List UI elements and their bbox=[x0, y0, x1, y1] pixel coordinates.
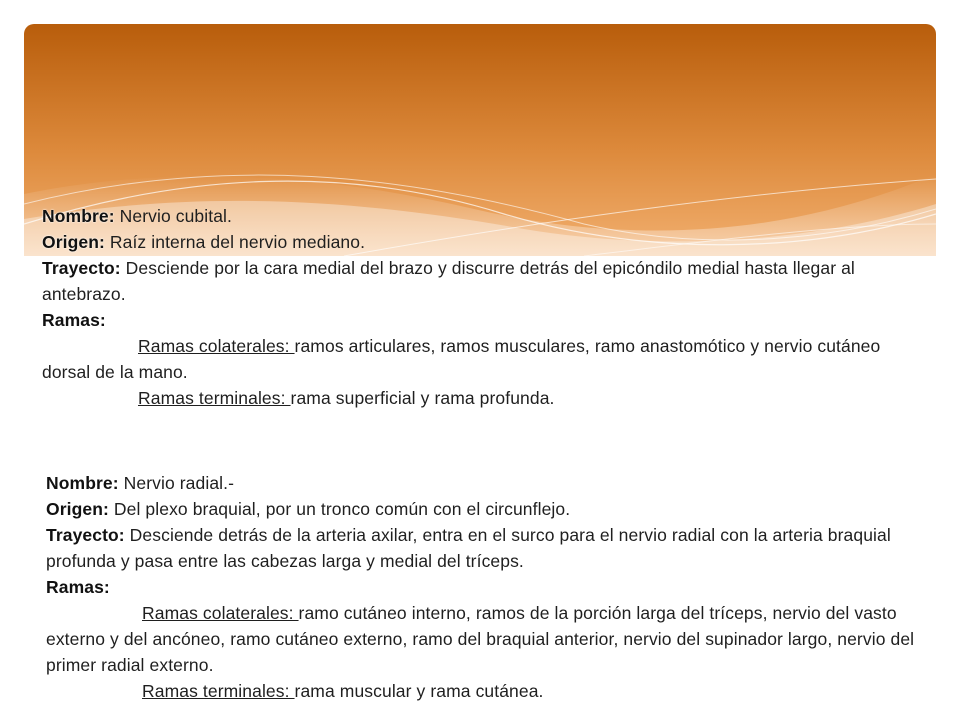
nombre-value: Nervio radial.- bbox=[118, 473, 235, 493]
trayecto-value: Desciende por la cara medial del brazo y discurre detrás del epicóndilo medial hasta llegar al antebrazo. bbox=[42, 258, 855, 304]
ramas-terminales-line bbox=[46, 678, 926, 704]
ramas-label: Ramas: bbox=[42, 310, 106, 330]
ramas-line bbox=[46, 574, 926, 600]
origen-label: Origen: bbox=[46, 499, 109, 519]
ramas-label: Ramas: bbox=[46, 577, 110, 597]
ramas-colaterales-label: Ramas colaterales: bbox=[142, 603, 299, 623]
trayecto-label: Trayecto: bbox=[42, 258, 121, 278]
ramas-colaterales-label: Ramas colaterales: bbox=[138, 336, 295, 356]
nombre-line bbox=[46, 470, 926, 496]
origen-line bbox=[42, 229, 922, 255]
origen-line bbox=[46, 496, 926, 522]
origen-label: Origen: bbox=[42, 232, 105, 252]
nombre-value: Nervio cubital. bbox=[114, 206, 232, 226]
nervio-radial-section bbox=[46, 470, 926, 704]
ramas-colaterales-line bbox=[46, 600, 926, 678]
ramas-terminales-label: Ramas terminales: bbox=[142, 681, 295, 701]
ramas-terminales-line bbox=[42, 385, 922, 411]
nombre-line bbox=[42, 203, 922, 229]
ramas-terminales-label: Ramas terminales: bbox=[138, 388, 291, 408]
trayecto-line bbox=[42, 255, 922, 307]
ramas-colaterales-value: ramos articulares, ramos musculares, ramo anastomótico y nervio cutáneo dorsal de la mano. bbox=[42, 336, 881, 382]
ramas-colaterales-value: ramo cutáneo interno, ramos de la porción larga del tríceps, nervio del vasto externo y del ancóneo, ramo cutáneo externo, ramo del braquial anterior, nervio del supinador largo, nervio del primer radial externo. bbox=[46, 603, 915, 675]
nombre-label: Nombre: bbox=[46, 473, 119, 493]
origen-value: Del plexo braquial, por un tronco común con el circunflejo. bbox=[108, 499, 571, 519]
ramas-terminales-value: rama muscular y rama cutánea. bbox=[294, 681, 544, 701]
ramas-colaterales-line bbox=[42, 333, 922, 385]
ramas-terminales-value: rama superficial y rama profunda. bbox=[290, 388, 555, 408]
trayecto-label: Trayecto: bbox=[46, 525, 125, 545]
ramas-line bbox=[42, 307, 922, 333]
nervio-cubital-section bbox=[42, 203, 922, 411]
trayecto-value: Desciende detrás de la arteria axilar, entra en el surco para el nervio radial con la arteria braquial profunda y pasa entre las cabezas larga y medial del tríceps. bbox=[46, 525, 891, 571]
nombre-label: Nombre: bbox=[42, 206, 115, 226]
trayecto-line bbox=[46, 522, 926, 574]
origen-value: Raíz interna del nervio mediano. bbox=[104, 232, 366, 252]
